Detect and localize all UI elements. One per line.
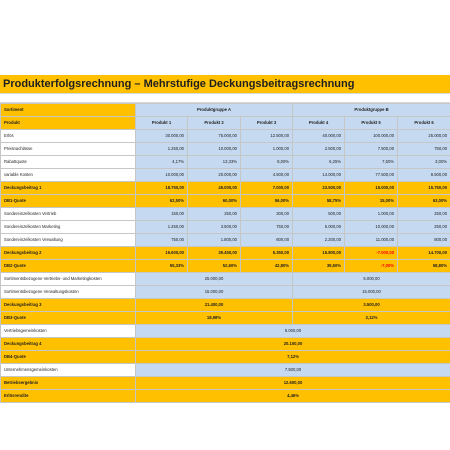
product-header-4: Produkt 4 [293,117,345,130]
sek-row-1-value-5: 1.000,00 [345,208,398,221]
db1-row-value-1: 18.750,00 [136,182,188,195]
sek-row-2-label: Sondereinzelkosten Marketing [1,221,136,234]
db1-row-value-2: 45.000,00 [188,182,241,195]
vertriebsgemeinkosten-row-label: Vertriebsgemeinkosten [1,325,136,338]
data-row-2-value-3: 1.000,00 [241,143,293,156]
data-row-2-value-1: 1.250,00 [136,143,188,156]
db1-row-label: Deckungsbeitrag 1 [1,182,136,195]
data-row-1-value-4: 40.000,00 [293,130,345,143]
sek-row-2-value-4: 5.000,00 [293,221,345,234]
db1-quote-row-value-3: 56,00% [241,195,293,208]
db1-quote-row-value-6: 63,00% [398,195,450,208]
data-row-2-value-5: 7.500,00 [345,143,398,156]
data-row-4-value-1: 10.000,00 [136,169,188,182]
vertriebsgemeinkosten-row-value: 5.000,00 [136,325,450,338]
data-row-2 [1,143,450,156]
db2-row-label: Deckungsbeitrag 2 [1,247,136,260]
data-row-3-value-2: 13,33% [188,156,241,169]
sek-row-1-value-2: 250,00 [188,208,241,221]
erloesrendite-row [1,390,450,403]
db4-quote-row-value: 7,12% [136,351,450,364]
db3-quote-row [1,312,450,325]
sek-row-2-value-3: 750,00 [241,221,293,234]
group-cost-row-2 [1,286,450,299]
data-row-1-label: Erlös [1,130,136,143]
db2-row-value-6: 14.700,00 [398,247,450,260]
data-row-2-value-2: 10.000,00 [188,143,241,156]
data-row-4 [1,169,450,182]
sek-row-1 [1,208,450,221]
db3-row [1,299,450,312]
header-row-sortiment [1,104,450,117]
data-row-4-value-2: 20.000,00 [188,169,241,182]
group-cost-row-2-label: Sortimentsbezogene Verwaltungskosten [1,286,136,299]
sek-row-2-value-2: 3.500,00 [188,221,241,234]
group-cost-row-1 [1,273,450,286]
db3-quote-row-group-a: 18,98% [136,312,293,325]
db4-row [1,338,450,351]
erloesrendite-row-label: Erlösrendite [1,390,136,403]
product-header-6: Produkt 6 [398,117,450,130]
db2-quote-row-label: DB2-Quote [1,260,136,273]
data-row-2-value-4: 2.500,00 [293,143,345,156]
sek-row-3-value-3: 600,00 [241,234,293,247]
db1-quote-row-value-2: 60,00% [188,195,241,208]
db1-quote-row-label: DB1-Quote [1,195,136,208]
sek-row-2-value-5: 10.000,00 [345,221,398,234]
db2-row-value-5: -7.000,00 [345,247,398,260]
product-header-2: Produkt 2 [188,117,241,130]
data-row-1-value-3: 12.500,00 [241,130,293,143]
db2-quote-row-value-3: 42,80% [241,260,293,273]
db2-row-value-3: 5.350,00 [241,247,293,260]
sek-row-1-value-3: 300,00 [241,208,293,221]
unternehmensgemeinkosten-row-value: 7.500,00 [136,364,450,377]
db1-quote-row [1,195,450,208]
sek-row-3 [1,234,450,247]
data-row-3 [1,156,450,169]
spacer-row [0,94,450,103]
db2-quote-row-value-6: 58,80% [398,260,450,273]
header-row-produkt [1,117,450,130]
db1-quote-row-value-4: 58,75% [293,195,345,208]
db2-quote-row-value-5: -7,00% [345,260,398,273]
data-row-3-value-5: 7,50% [345,156,398,169]
betriebsergebnis-row-value: 12.600,00 [136,377,450,390]
data-row-4-value-4: 14.000,00 [293,169,345,182]
db1-row-value-6: 15.750,00 [398,182,450,195]
product-header-5: Produkt 5 [345,117,398,130]
db3-row-label: Deckungsbeitrag 3 [1,299,136,312]
group-cost-row-1-group-b: 5.000,00 [293,273,450,286]
unternehmensgemeinkosten-row-label: Unternehmensgemeinkosten [1,364,136,377]
data-row-1-value-1: 30.000,00 [136,130,188,143]
db1-row [1,182,450,195]
db1-row-value-3: 7.000,00 [241,182,293,195]
db2-row-value-2: 39.450,00 [188,247,241,260]
sek-row-1-value-4: 500,00 [293,208,345,221]
sek-row-1-value-1: 150,00 [136,208,188,221]
data-row-3-value-4: 6,25% [293,156,345,169]
sek-row-2 [1,221,450,234]
data-row-4-value-5: 77.500,00 [345,169,398,182]
db2-row-value-4: 15.800,00 [293,247,345,260]
sek-row-1-label: Sondereinzelkosten Vertrieb [1,208,136,221]
group-a-header: Produktgruppe A [136,104,293,117]
db2-quote-row-value-4: 39,50% [293,260,345,273]
unternehmensgemeinkosten-row [1,364,450,377]
sek-row-3-value-5: 11.000,00 [345,234,398,247]
product-header-1: Produkt 1 [136,117,188,130]
db1-row-value-4: 23.500,00 [293,182,345,195]
vertriebsgemeinkosten-row [1,325,450,338]
data-row-1-value-6: 25.000,00 [398,130,450,143]
db1-row-value-5: 15.000,00 [345,182,398,195]
data-row-4-value-6: 8.500,00 [398,169,450,182]
sek-row-2-value-6: 250,00 [398,221,450,234]
data-row-1-value-5: 100.000,00 [345,130,398,143]
group-cost-row-2-group-a: 15.000,00 [136,286,293,299]
db2-quote-row-value-1: 55,33% [136,260,188,273]
db2-row [1,247,450,260]
group-b-header: Produktgruppe B [293,104,450,117]
db3-row-group-b: 3.500,00 [293,299,450,312]
data-row-2-value-6: 750,00 [398,143,450,156]
produkt-label: Produkt [1,117,136,130]
sortiment-label: Sortiment [1,104,136,117]
sek-row-3-value-2: 1.800,00 [188,234,241,247]
data-row-3-value-6: 3,00% [398,156,450,169]
erloesrendite-row-value: 4,46% [136,390,450,403]
data-row-3-value-1: 4,17% [136,156,188,169]
data-row-3-value-3: 8,00% [241,156,293,169]
group-cost-row-2-group-b: 15.000,00 [293,286,450,299]
sheet-title: Produkterfolgsrechnung – Mehrstufige Deckungsbeitragsrechnung [0,75,450,94]
sek-row-3-value-1: 750,00 [136,234,188,247]
sek-row-3-label: Sondereinzelkosten Verwaltung [1,234,136,247]
db4-quote-row-label: DB4-Quote [1,351,136,364]
sek-row-2-value-1: 1.250,00 [136,221,188,234]
db1-quote-row-value-1: 62,50% [136,195,188,208]
betriebsergebnis-row-label: Betriebsergebnis [1,377,136,390]
db3-quote-row-label: DB3-Quote [1,312,136,325]
sek-row-1-value-6: 250,00 [398,208,450,221]
data-row-4-label: variable Kosten [1,169,136,182]
data-row-1 [1,130,450,143]
db2-row-value-1: 16.600,00 [136,247,188,260]
db1-quote-row-value-5: 15,00% [345,195,398,208]
product-header-3: Produkt 3 [241,117,293,130]
db4-quote-row [1,351,450,364]
db3-quote-row-group-b: 2,12% [293,312,450,325]
sek-row-3-value-6: 800,00 [398,234,450,247]
db2-quote-row [1,260,450,273]
group-cost-row-1-label: Sortimentsbezogene Vertriebs- und Marketingkosten [1,273,136,286]
betriebsergebnis-row [1,377,450,390]
db3-row-group-a: 21.400,00 [136,299,293,312]
db4-row-value: 20.100,00 [136,338,450,351]
data-row-4-value-3: 4.500,00 [241,169,293,182]
data-row-2-label: Preisnachlässe [1,143,136,156]
sek-row-3-value-4: 2.200,00 [293,234,345,247]
group-cost-row-1-group-a: 25.000,00 [136,273,293,286]
db2-quote-row-value-2: 52,60% [188,260,241,273]
data-row-3-label: Rabattquote [1,156,136,169]
spreadsheet [0,75,450,403]
db4-row-label: Deckungsbeitrag 4 [1,338,136,351]
contribution-table [0,103,450,403]
data-row-1-value-2: 75.000,00 [188,130,241,143]
